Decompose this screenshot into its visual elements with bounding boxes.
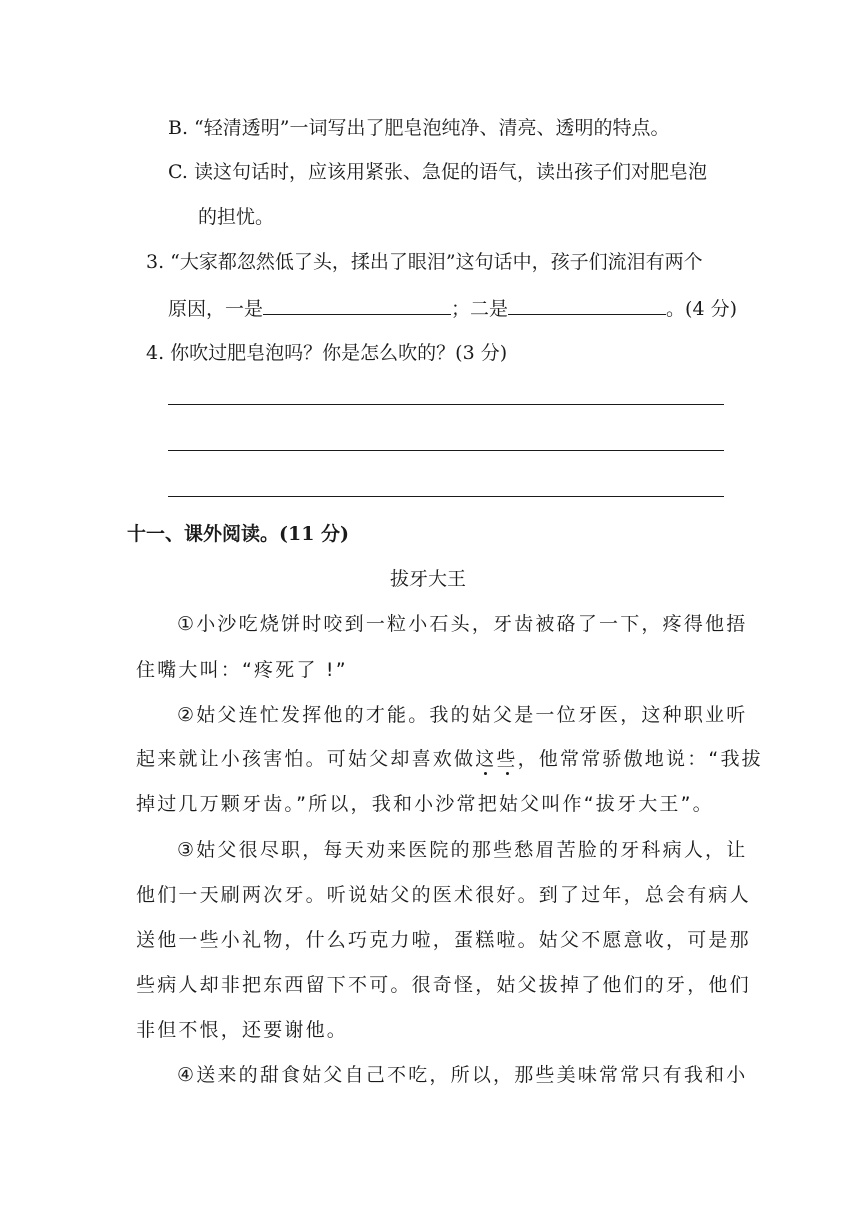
answer-line-2[interactable] — [168, 450, 724, 451]
question-4: 4. 你吹过肥皂泡吗？你是怎么吹的？(3 分) — [146, 342, 508, 364]
passage-p2-text-b: ，他常常骄傲地说：“我拔 — [517, 748, 763, 770]
passage-p4-line1: ④送来的甜食姑父自己不吃，所以，那些美味常常只有我和小 — [177, 1064, 748, 1086]
passage-p2-line3: 掉过几万颗牙齿。”所以，我和小沙常把姑父叫作“拔牙大王”。 — [136, 793, 714, 815]
passage-p3-line4: 些病人却非把东西留下不可。很奇怪，姑父拔掉了他们的牙，他们 — [136, 974, 751, 996]
answer-line-1[interactable] — [168, 404, 724, 405]
question-3-mid: ；二是 — [451, 298, 509, 320]
question-3-line2 — [168, 296, 737, 321]
emphasis-char-2: 些 — [496, 748, 518, 770]
passage-p3-line1: ③姑父很尽职，每天劝来医院的那些愁眉苦脸的牙科病人，让 — [177, 839, 748, 861]
answer-blank-2[interactable] — [508, 296, 666, 315]
question-3-line1: 3. “大家都忽然低了头，揉出了眼泪”这句话中，孩子们流泪有两个 — [146, 251, 703, 273]
passage-p1-line1: ①小沙吃烧饼时咬到一粒小石头，牙齿被硌了一下，疼得他捂 — [177, 613, 748, 635]
emphasis-char-1: 这 — [475, 748, 497, 770]
passage-p3-line5: 非但不恨，还要谢他。 — [136, 1019, 349, 1041]
answer-line-3[interactable] — [168, 496, 724, 497]
option-c-line2: 的担忧。 — [198, 206, 275, 228]
section-heading: 十一、课外阅读。(11 分) — [127, 523, 350, 545]
option-b: B. “轻清透明”一词写出了肥皂泡纯净、清亮、透明的特点。 — [168, 117, 670, 139]
question-3-suffix: 。(4 分) — [666, 298, 737, 320]
passage-title: 拔牙大王 — [390, 568, 467, 590]
passage-p2-line2 — [136, 747, 763, 771]
passage-p3-line3: 送他一些小礼物，什么巧克力啦，蛋糕啦。姑父不愿意收，可是那 — [136, 929, 751, 951]
passage-p2-line1: ②姑父连忙发挥他的才能。我的姑父是一位牙医，这种职业听 — [177, 704, 748, 726]
passage-p2-text-a: 起来就让小孩害怕。可姑父却喜欢做 — [136, 748, 476, 770]
question-3-prefix: 原因，一是 — [168, 298, 264, 320]
passage-p3-line2: 他们一天刷两次牙。听说姑父的医术很好。到了过年，总会有病人 — [136, 884, 751, 906]
passage-p1-line2: 住嘴大叫：“疼死了 !” — [136, 659, 348, 681]
answer-blank-1[interactable] — [263, 296, 451, 315]
option-c-line1: C. 读这句话时，应该用紧张、急促的语气，读出孩子们对肥皂泡 — [168, 161, 707, 183]
